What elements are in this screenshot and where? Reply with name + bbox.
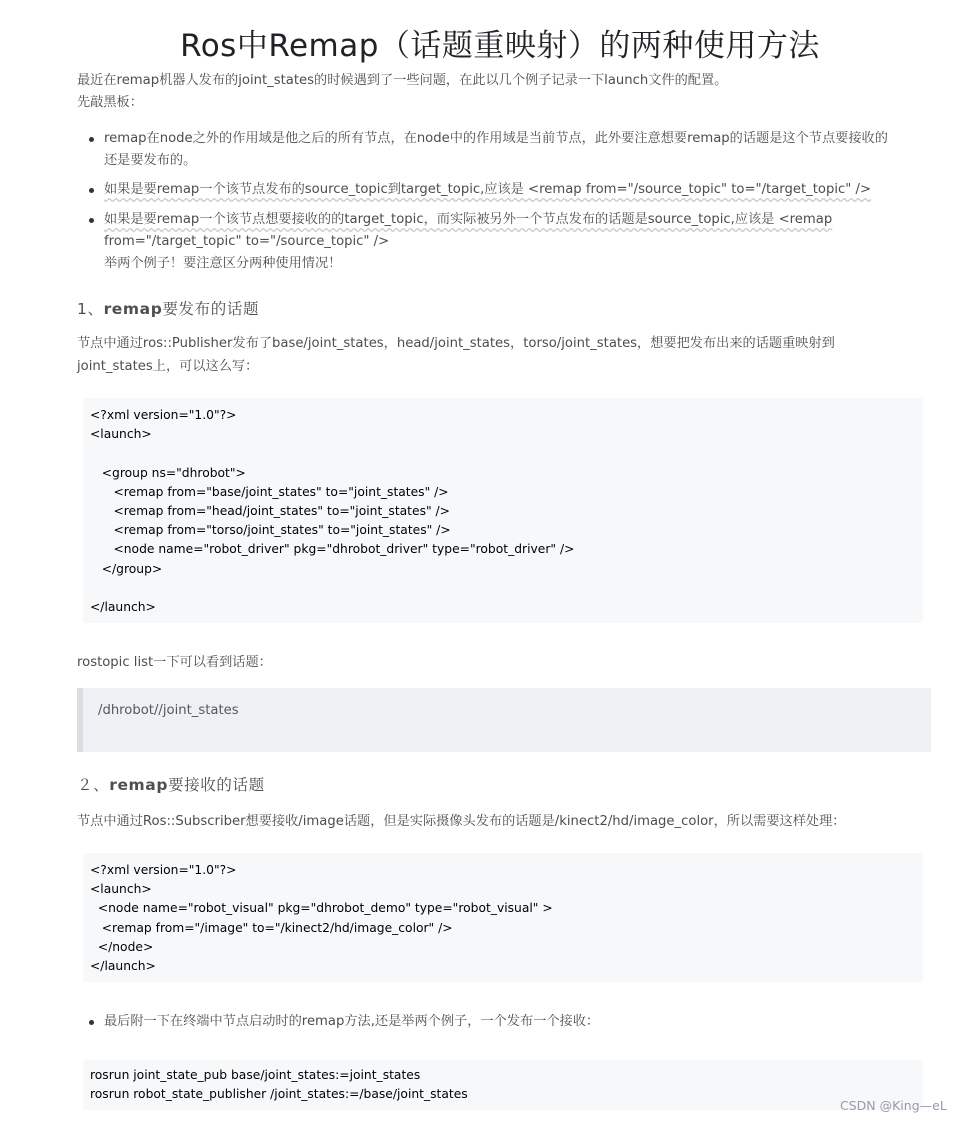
list-item-line: 如果是要remap一个该节点发布的source_topic到target_topic,应该是 <remap from="/source_topic" to="/target_topic" /> xyxy=(104,182,872,197)
intro-paragraph-2 xyxy=(77,91,143,114)
code-line: <node name="robot_visual" pkg="dhrobot_demo" type="robot_visual" > xyxy=(90,901,553,916)
intro-paragraph xyxy=(77,69,727,92)
final-bullet xyxy=(104,1011,599,1033)
code-line: rosrun robot_state_publisher /joint_states:=/base/joint_states xyxy=(90,1087,468,1102)
section-1-desc-2 xyxy=(77,355,258,378)
blockquote xyxy=(77,688,931,752)
code-line: <launch> xyxy=(90,427,152,442)
list-item-line: remap在node之外的作用域是他之后的所有节点，在node中的作用域是当前节点，此外要注意想要remap的话题是这个节点要接收的 xyxy=(104,131,888,146)
watermark: CSDN @King—eL xyxy=(840,1098,947,1113)
code-line: <remap from="head/joint_states" to="joint_states" /> xyxy=(90,504,450,518)
section-1-desc xyxy=(77,332,835,355)
code-line: <?xml version="1.0"?> xyxy=(90,408,237,422)
code-line: <remap from="/image" to="/kinect2/hd/image_color" /> xyxy=(90,920,453,935)
list-item-line: 举两个例子！要注意区分两种使用情况！ xyxy=(104,256,342,271)
list-item xyxy=(104,128,888,172)
section-2-desc xyxy=(77,810,845,833)
code-line: <node name="robot_driver" pkg="dhrobot_driver" type="robot_driver" /> xyxy=(90,542,575,557)
code-line: <remap from="torso/joint_states" to="joint_states" /> xyxy=(90,523,451,538)
code-line: </launch> xyxy=(90,600,156,614)
section-1-desc-line-2: joint_states上，可以这么写： xyxy=(77,359,259,374)
list-item-line: 如果是要remap一个该节点想要接收的的target_topic，而实际被另外一个节点发布的话题是source_topic,应该是 <remap xyxy=(104,212,833,227)
intro-line-2: 先敲黑板： xyxy=(77,95,143,110)
code-line: <remap from="base/joint_states" to="joint_states" /> xyxy=(90,484,449,499)
code-line: <?xml version="1.0"?> xyxy=(90,863,237,877)
code-line: </launch> xyxy=(90,959,156,974)
section-1-after xyxy=(77,651,272,674)
code-line: </node> xyxy=(90,939,154,954)
page-title: Ros中Remap（话题重映射）的两种使用方法 xyxy=(180,28,820,64)
code-line xyxy=(90,579,916,598)
code-line: rosrun joint_state_pub base/joint_states:=joint_states xyxy=(90,1068,421,1082)
list-item-line: from="/target_topic" to="/source_topic" /> xyxy=(104,234,390,249)
final-bullet-text: 最后附一下在终端中节点启动时的remap方法,还是举两个例子，一个发布一个接收： xyxy=(104,1014,600,1029)
section-1-bold: remap xyxy=(103,300,163,318)
code-line: <group ns="dhrobot"> xyxy=(90,465,246,480)
section-2-desc-text: 节点中通过Ros::Subscriber想要接收/image话题，但是实际摄像头发布的话题是/kinect2/hd/image_color，所以需要这样处理： xyxy=(77,814,846,829)
blockquote-text: /dhrobot//joint_states xyxy=(98,703,239,718)
intro-line-1: 最近在remap机器人发布的joint_states的时候遇到了一些问题，在此以几个例子记录一下launch文件的配置。 xyxy=(77,73,728,88)
section-1-heading xyxy=(77,297,259,319)
code-block-2[interactable] xyxy=(83,853,923,982)
list-item xyxy=(104,179,871,201)
section-1-after-text: rostopic list一下可以看到话题： xyxy=(77,655,272,670)
code-block-1[interactable] xyxy=(83,398,923,623)
section-2-bold: remap xyxy=(109,776,169,794)
section-2-number: ２、 xyxy=(77,776,110,794)
list-item xyxy=(104,209,832,275)
section-2-heading xyxy=(77,773,265,795)
section-1-desc-line-1: 节点中通过ros::Publisher发布了base/joint_states，head/joint_states，torso/joint_states，想要把发布出来的话题重映射到 xyxy=(77,336,835,351)
code-block-3[interactable] xyxy=(83,1060,923,1110)
code-line xyxy=(90,444,916,463)
code-line: <launch> xyxy=(90,882,152,897)
list-item-line: 还是要发布的。 xyxy=(104,153,197,168)
section-1-number: 1、 xyxy=(77,300,104,318)
section-1-rest: 要发布的话题 xyxy=(162,300,260,318)
code-line: </group> xyxy=(90,561,163,576)
section-2-rest: 要接收的话题 xyxy=(168,776,265,794)
